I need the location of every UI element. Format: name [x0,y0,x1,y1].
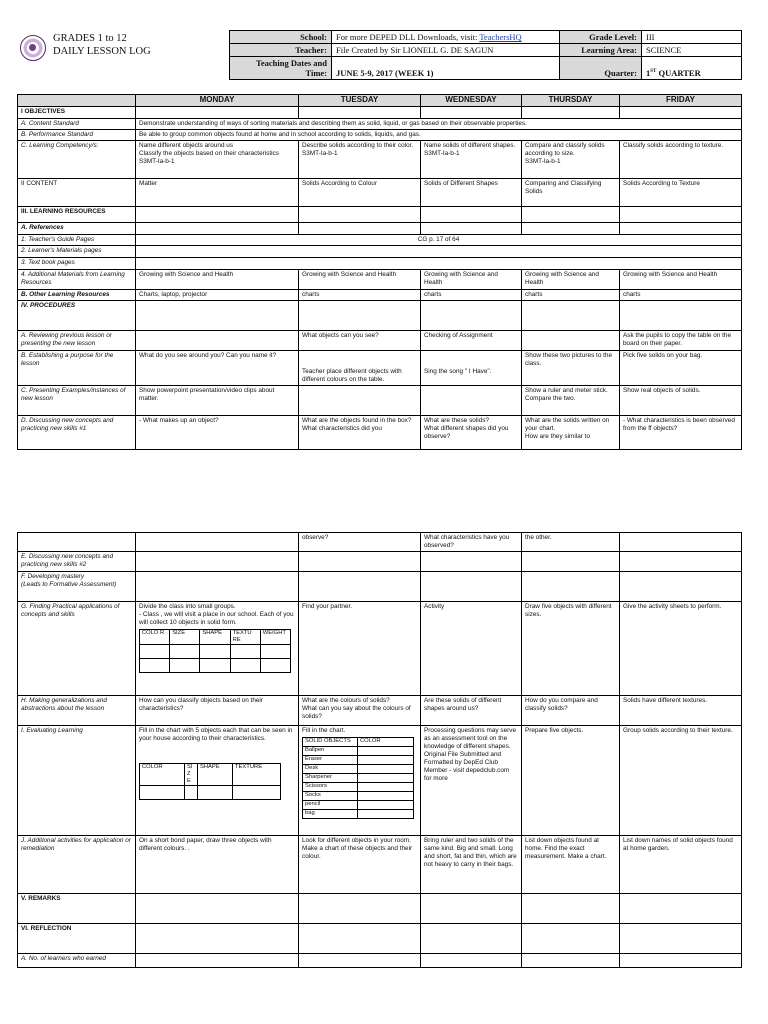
i-tuesday: Fill in the chart. SOLID OBJECTS COLOR Ballpen Eraser Desk Sharpener Scissors Socks pencil bag [299,726,421,836]
i-monday: Fill in the chart with 5 objects each that can be seen in your house according to their characteristics. COLOR SI Z E SHAPE TEXTURE [136,726,299,836]
competency-wed: Name solids of different shapes. S3MT-Ia-b-1 [421,141,522,179]
teachershq-link[interactable]: TeachersHQ [479,32,522,42]
day-tuesday: TUESDAY [299,95,421,107]
g-monday: Divide the class into small groups. - Class , we will visit a place in our school. Each of you will collect 10 objects in solid form. COLO R SIZE SHAPE TEXTU RE WEIGHT [136,602,299,696]
tg-pages: CG p. 17 of 64 [136,235,742,246]
school-value: For more DEPED DLL Downloads, visit: TeachersHQ [332,31,560,44]
solid-objects-table: SOLID OBJECTS COLOR Ballpen Eraser Desk Sharpener Scissors Socks pencil bag [302,737,414,819]
competency-mon: Name different objects around us Classify the objects based on their characteristics S3MT-Ia-b-1 [136,141,299,179]
lesson-log-table-page2: observe? What characteristics have you observed? the other. E. Discussing new concepts and practicing new skills #2 F. Developing mastery (Leads to Formative Assessment) G. Finding Practical applications of concepts and skills Divide the class into small groups. - Class , we will visit a place in our school. Each of you will collect 10 objects in solid form. COLO R SIZE SHAPE TEXTU RE WEIGHT Find your partner. Activity Draw five objects with different sizes. Give the activity sheets to perform. H. Making generalizations and abstractions about the lesson How can you classify objects based on their characteristics? What are the colours of solids? What can you say about the colours of solids? Are these solids of different shapes around us? How do you compare and classify solids? Solids have different textures. I. Evaluating Learning Fill in the chart with 5 objects each that can be seen in your house according to their characteristics. COLOR SI Z E SHAPE TEXTURE Fill in the chart. SOLID OBJECTS COLOR Ballpen Eraser Desk Sharpener Scissors Socks pencil bag Processing questions may serve as an assessment tool on the knowledge of different shapes. Original File Submitted and Formatted by DepEd Club Member - visit depedclub.com for more Prepare five objects. Group solids according to their texture. J. Additional activities for application or remediation On a short bond paper, draw three objects with different colours. . Look for different objects in your room. Make a chart of these objects and their colour. Bring ruler and two solids of the same kind. Big and small. Long and short, fat and thin, which are not heavy to carry in their bags. List down objects found at home. Find the exact measurement. Make a chart. List down names of solid objects found at home garden. V. REMARKS VI. REFLECTION A. No. of learners who earned [17,532,741,968]
area-value: SCIENCE [642,44,742,57]
day-friday: FRIDAY [620,95,742,107]
day-monday: MONDAY [136,95,299,107]
day-thursday: THURSDAY [522,95,620,107]
competency-tue: Describe solids according to their color. S3MT-Ia-b-1 [299,141,421,179]
day-wednesday: WEDNESDAY [421,95,522,107]
document-title: GRADES 1 to 12 DAILY LESSON LOG [53,33,151,57]
deped-seal-icon [20,35,46,61]
lesson-log-table-page1: MONDAY TUESDAY WEDNESDAY THURSDAY FRIDAY I OBJECTIVES A. Content Standard Demonstrate understanding of ways of sorting materials and describing them as solid, liquid, or gas based on their observable properties. B. Performance Standard Be able to group common objects found at home and in school according to solids, liquids, and gas. C. Learning Competency/s: Name different objects around us Classify the objects based on their characteristics S3MT-Ia-b-1 Describe solids according to their color. S3MT-Ia-b-1 Name solids of different shapes. S3MT-Ia-b-1 Compare and classify solids according to size. S3MT-Ia-b-1 Classify solids according to texture. II CONTENT Matter Solids According to Colour Solids of Different Shapes Comparing and Classifying Solids Solids According to Texture III. LEARNING RESOURCES A. References 1. Teacher's Guide Pages CG p. 17 of 64 2. Learner's Materials pages 3. Text book pages 4. Additional Materials from Learning Resources Growing with Science and Health Growing with Science and Health Growing with Science and Health Growing with Science and Health Growing with Science and Health B. Other Learning Resources Charts, laptop, projector charts charts charts charts IV. PROCEDURES A. Reviewing previous lesson or presenting the new lesson What objects can you see? Checking of Assignment Ask the pupils to copy the table on the board on their paper. B. Establishing a purpose for the lesson What do you see around you? Can you name it? Teacher place different objects with different colours on the table. Sing the song " I Have". Show these two pictures to the class. Pick five solids on your bag. C. Presenting Examples/instances of new lesson Show powerpoint presentation/video clips about matter. Show a ruler and meter stick. Compare the two. Show real objects of solids. D. Discussing new concepts and practicing new skills #1 - What makes up an object? What are the objects found in the box? What characteristics did you What are these solids? What different shapes did you observe? What are the solids written on your chart. How are they similar to - What characteristics is been observed from the ff objects? [17,94,741,450]
header-info-table: School: For more DEPED DLL Downloads, visit: TeachersHQ Grade Level: III Teacher: File Created by Sir LIONELL G. DE SAGUN Learning Area: SCIENCE Teaching Dates and Time: JUNE 5-9, 2017 (WEEK 1) Quarter: 1ST QUARTER [229,30,741,80]
performance-standard: Be able to group common objects found at home and in school according to solids, liquids, and gas. [136,130,742,141]
house-objects-table: COLOR SI Z E SHAPE TEXTURE [139,763,281,800]
competency-fri: Classify solids according to texture. [620,141,742,179]
dates-label: Teaching Dates and Time: [230,57,332,80]
content-standard: Demonstrate understanding of ways of sorting materials and describing them as solid, liquid, or gas based on their observable properties. [136,119,742,130]
grade-value: III [642,31,742,44]
competency-thu: Compare and classify solids according to size. S3MT-Ia-b-1 [522,141,620,179]
row-objectives: I OBJECTIVES [18,107,136,119]
dates-value: JUNE 5-9, 2017 (WEEK 1) [332,57,560,80]
teacher-value: File Created by Sir LIONELL G. DE SAGUN [332,44,560,57]
quarter-value: 1ST QUARTER [642,57,742,80]
characteristics-table: COLO R SIZE SHAPE TEXTU RE WEIGHT [139,629,291,673]
